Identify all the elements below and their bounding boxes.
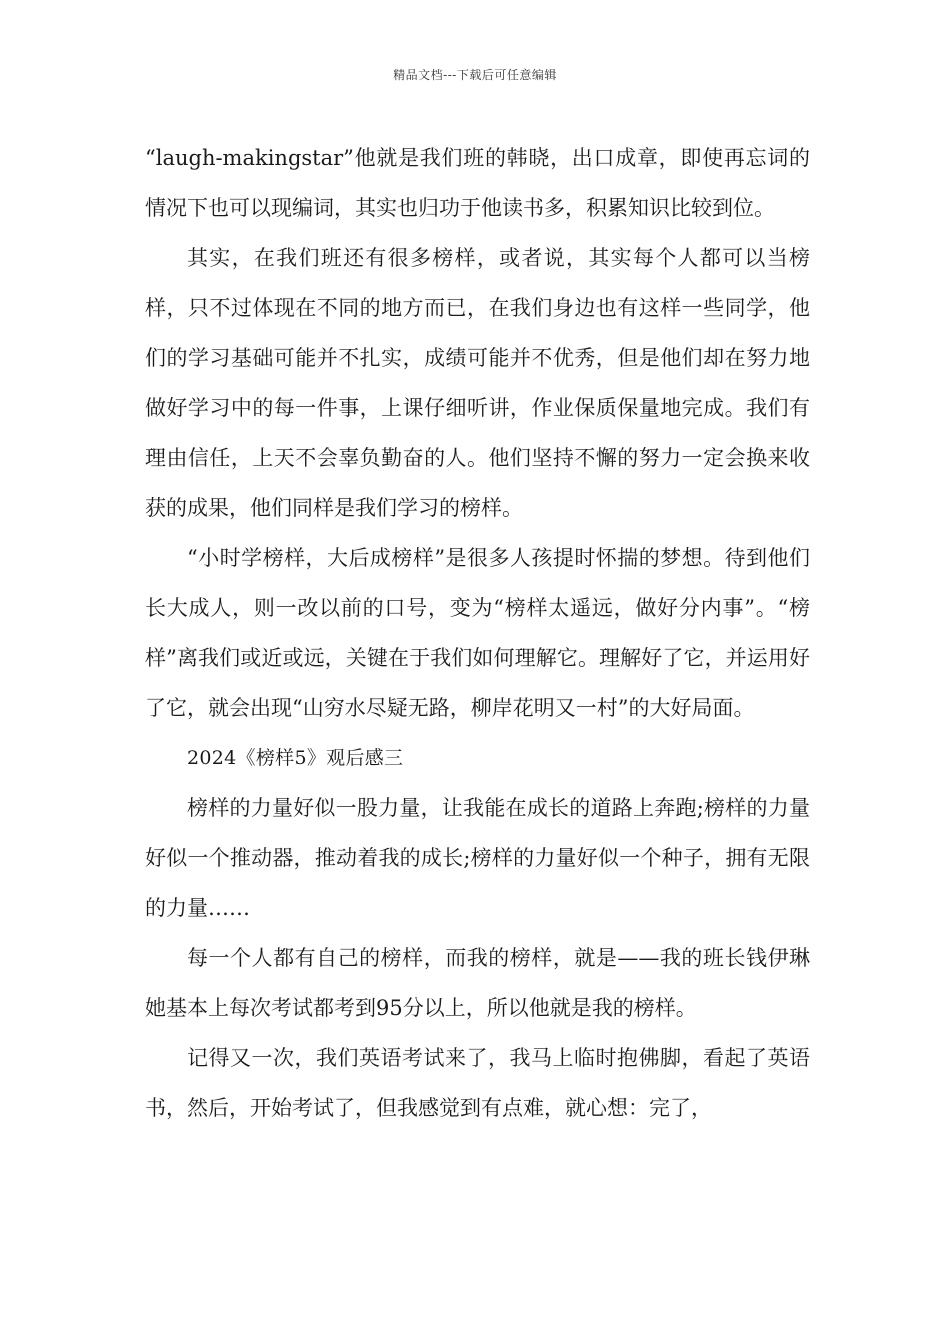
paragraph-6: 记得又一次，我们英语考试来了，我马上临时抱佛脚，看起了英语书，然后，开始考试了，但我感觉到有点难，就心想：完了， <box>145 1046 810 1120</box>
document-body <box>145 133 810 1133</box>
paragraph-1: “laugh-makingstar”他就是我们班的韩晓，出口成章，即使再忘词的情况下也可以现编词，其实也归功于他读书多，积累知识比较到位。 <box>145 146 810 220</box>
paragraph-4: 榜样的力量好似一股力量，让我能在成长的道路上奔跑;榜样的力量好似一个推动器，推动着我的成长;榜样的力量好似一个种子，拥有无限的力量…… <box>145 796 810 920</box>
paragraph-5: 每一个人都有自己的榜样，而我的榜样，就是——我的班长钱伊琳她基本上每次考试都考到95分以上，所以他就是我的榜样。 <box>145 946 810 1020</box>
section-heading: 2024《榜样5》观后感三 <box>187 747 404 769</box>
paragraph-2: 其实，在我们班还有很多榜样，或者说，其实每个人都可以当榜样，只不过体现在不同的地方而已，在我们身边也有这样一些同学，他们的学习基础可能并不扎实，成绩可能并不优秀，但是他们却在努力地做好学习中的每一件事，上课仔细听讲，作业保质保量地完成。我们有理由信任，上天不会辜负勤奋的人。他们坚持不懈的努力一定会换来收获的成果，他们同样是我们学习的榜样。 <box>145 246 810 520</box>
paragraph-3: “小时学榜样，大后成榜样”是很多人孩提时怀揣的梦想。待到他们长大成人，则一改以前的口号，变为“榜样太遥远，做好分内事”。“榜样”离我们或近或远，关键在于我们如何理解它。理解好了它，并运用好了它，就会出现“山穷水尽疑无路，柳岸花明又一村”的大好局面。 <box>145 546 810 720</box>
page-header: 精品文档---下载后可任意编辑 <box>393 68 557 82</box>
